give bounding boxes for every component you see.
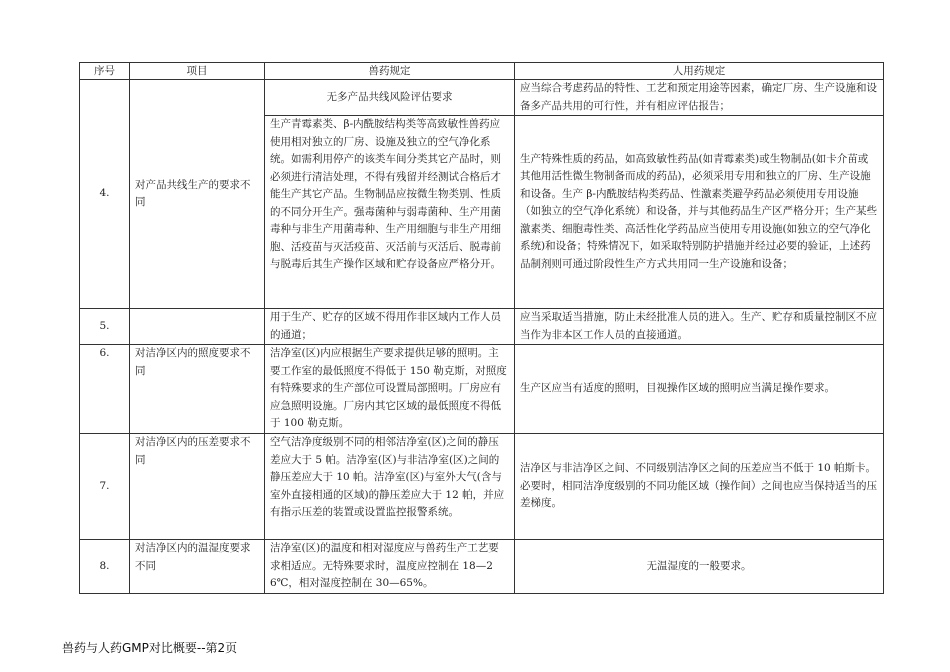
row-number: 7.	[80, 434, 130, 540]
row-human-rule: 无温湿度的一般要求。	[515, 540, 884, 594]
row-number: 5.	[80, 309, 130, 345]
table-row	[80, 434, 884, 540]
row-item: 对产品共线生产的要求不同	[130, 80, 265, 309]
table-row	[80, 80, 884, 116]
row-vet-rule: 用于生产、贮存的区域不得用作非区域内工作人员的通道；	[265, 309, 515, 345]
gmp-comparison-table	[79, 62, 884, 594]
row-human-rule: 生产区应当有适度的照明，目视操作区域的照明应当满足操作要求。	[515, 345, 884, 434]
row-vet-rule: 生产青霉素类、β-内酰胺结构类等高致敏性兽药应使用相对独立的厂房、设施及独立的空气净化系统。如需利用停产的该类车间分类其它产品时，则必须进行清洁处理，不得有残留并经测试合格后才能生产其它产品。生物制品应按微生物类别、性质的不同分开生产。强毒菌种与弱毒菌种、生产用菌毒种与非生产用菌毒种、生产用细胞与非生产用细胞、活疫苗与灭活疫苗、灭活前与灭活后、脱毒前与脱毒后其生产操作区域和贮存设备应严格分开。	[265, 116, 515, 309]
row-human-rule: 生产特殊性质的药品，如高致敏性药品(如青霉素类)或生物制品(如卡介苗或其他用活性微生物制备而成的药品)，必须采用专用和独立的厂房、生产设施和设备。生产 β-内酰胺结构类药品、性激素类避孕药品必须使用专用设施（如独立的空气净化系统）和设备，并与其他药品生产区严格分开；生产某些激素类、细胞毒性类、高活性化学药品应当使用专用设施(如独立的空气净化系统)和设备；特殊情况下，如采取特别防护措施并经过必要的验证，上述药品制剂则可通过阶段性生产方式共用同一生产设施和设备；	[515, 116, 884, 309]
table-header-row	[80, 63, 884, 80]
row-vet-rule: 洁净室(区)内应根据生产要求提供足够的照明。主要工作室的最低照度不得低于 150 勒克斯，对照度有特殊要求的生产部位可设置局部照明。厂房应有应急照明设施。厂房内其它区域的最低照度不得低于 100 勒克斯。	[265, 345, 515, 434]
row-item: 对洁净区内的压差要求不同	[130, 434, 265, 540]
table-row	[80, 540, 884, 594]
row-human-rule: 应当采取适当措施，防止未经批准人员的进入。生产、贮存和质量控制区不应当作为非本区工作人员的直接通道。	[515, 309, 884, 345]
header-vet: 兽药规定	[265, 63, 515, 80]
row-number: 4.	[80, 80, 130, 309]
row-human-rule: 洁净区与非洁净区之间、不同级别洁净区之间的压差应当不低于 10 帕斯卡。必要时，相同洁净度级别的不同功能区域（操作间）之间也应当保持适当的压差梯度。	[515, 434, 884, 540]
row-vet-rule: 空气洁净度级别不同的相邻洁净室(区)之间的静压差应大于 5 帕。洁净室(区)与非洁净室(区)之间的静压差应大于 10 帕。洁净室(区)与室外大气(含与室外直接相通的区域)的静压差应大于 12 帕，并应有指示压差的装置或设置监控报警系统。	[265, 434, 515, 540]
row-item: 对洁净区内的照度要求不同	[130, 345, 265, 434]
row-vet-rule: 洁净室(区)的温度和相对湿度应与兽药生产工艺要求相适应。无特殊要求时，温度应控制在 18—26℃，相对湿度控制在 30—65%。	[265, 540, 515, 594]
header-item: 项目	[130, 63, 265, 80]
row-human-rule: 应当综合考虑药品的特性、工艺和预定用途等因素，确定厂房、生产设施和设备多产品共用的可行性，并有相应评估报告；	[515, 80, 884, 116]
row-vet-rule: 无多产品共线风险评估要求	[265, 80, 515, 116]
row-item	[130, 309, 265, 345]
header-human: 人用药规定	[515, 63, 884, 80]
table-row	[80, 309, 884, 345]
row-number: 6.	[80, 345, 130, 434]
table-row	[80, 345, 884, 434]
header-no: 序号	[80, 63, 130, 80]
row-number: 8.	[80, 540, 130, 594]
row-item: 对洁净区内的温湿度要求不同	[130, 540, 265, 594]
page-footer: 兽药与人药GMP对比概要--第2页	[62, 641, 238, 655]
